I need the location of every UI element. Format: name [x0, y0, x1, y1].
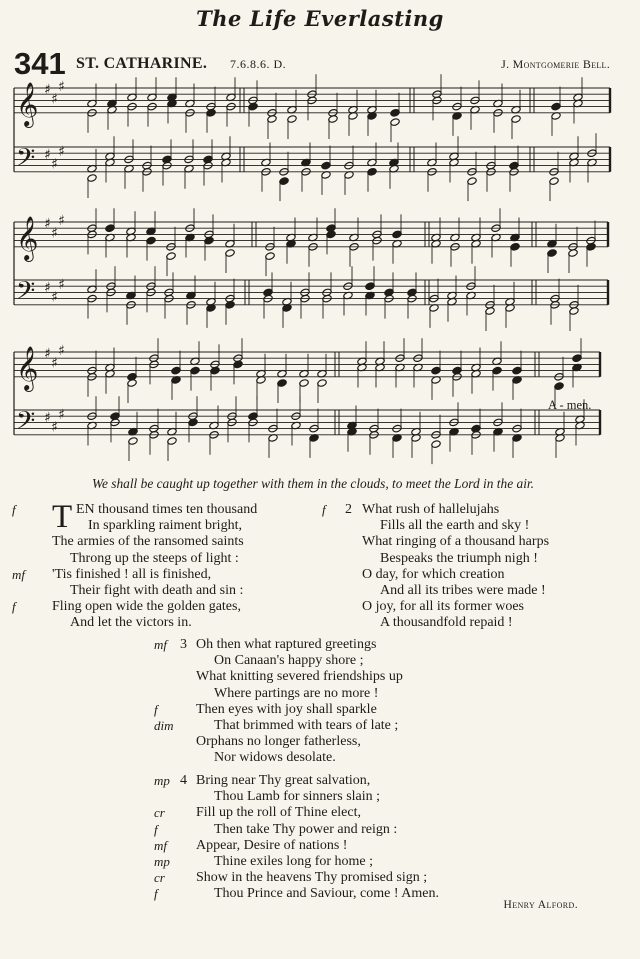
verse-line-text: Nor widows desolate. — [214, 750, 336, 766]
dynamic-mark: f — [154, 701, 158, 717]
verse-line-text: That brimmed with tears of late ; — [214, 717, 399, 733]
sharp-sign: ♯ — [51, 91, 58, 108]
verse-line-text: Their fight with death and sin : — [70, 582, 244, 598]
meter: 7.6.8.6. D. — [230, 57, 287, 71]
sharp-sign: ♯ — [51, 225, 58, 242]
verse-line-text: Show in the heavens Thy promised sign ; — [196, 870, 428, 886]
dynamic-mark: cr — [154, 870, 165, 886]
dynamic-mark: dim — [154, 717, 174, 733]
sharp-sign: ♯ — [58, 212, 65, 229]
verse-line-text: Bring near Thy great salvation, — [196, 773, 371, 788]
verse-line-text: What knitting severed friendships up — [196, 669, 403, 685]
sharp-sign: ♯ — [44, 147, 51, 164]
verse-line-text: Bespeaks the triumph nigh ! — [380, 550, 538, 566]
bass-clef: 𝄢 — [16, 406, 36, 442]
verse-line-text: On Canaan's happy shore ; — [214, 653, 364, 669]
verse-line-text: 'Tis finished ! all is finished, — [52, 566, 212, 582]
sharp-sign: ♯ — [44, 410, 51, 427]
dynamic-mark: mp — [154, 853, 170, 869]
dynamic-mark: f — [12, 599, 16, 615]
verse-line-text: Thou Lamb for sinners slain ; — [214, 789, 381, 805]
sharp-sign: ♯ — [51, 419, 58, 436]
sharp-sign: ♯ — [58, 78, 65, 95]
sharp-sign: ♯ — [58, 342, 65, 359]
amen-label: A - men. — [548, 398, 592, 412]
verse-line-text: Then eyes with joy shall sparkle — [196, 701, 377, 717]
section-title: The Life Everlasting — [196, 6, 444, 31]
verse-line-text: Where partings are no more ! — [214, 685, 379, 701]
music-score — [0, 0, 640, 470]
treble-clef: 𝄞 — [16, 345, 39, 390]
verse-line-text: Thou Prince and Saviour, come ! Amen. — [214, 886, 439, 902]
verse-line-text: And let the victors in. — [70, 615, 192, 631]
verse-line-text: EN thousand times ten thousand — [76, 502, 258, 517]
dynamic-mark: mf — [154, 837, 167, 853]
verse-line-text: A thousandfold repaid ! — [380, 615, 513, 631]
dynamic-mark: f — [154, 821, 158, 837]
verse-line-text: Throng up the steeps of light : — [70, 550, 239, 566]
tune-name: ST. CATHARINE. — [76, 55, 208, 72]
sharp-sign: ♯ — [58, 277, 65, 294]
sharp-sign: ♯ — [51, 156, 58, 173]
verse-line-text: What ringing of a thousand harps — [362, 534, 550, 550]
verse-line-text: O joy, for all its former woes — [362, 599, 524, 615]
scripture-text: We shall be caught up together with them in the clouds, to meet the Lord in the air. — [92, 476, 534, 491]
sharp-sign: ♯ — [44, 346, 51, 362]
dynamic-mark: mp — [154, 773, 170, 788]
author: Henry Alford. — [503, 899, 578, 911]
sharp-sign: ♯ — [51, 355, 58, 372]
verse-number: 4 — [180, 773, 187, 788]
dynamic-mark: f — [322, 502, 326, 517]
sharp-sign: ♯ — [51, 289, 58, 306]
verse-line-text: O day, for which creation — [362, 566, 505, 582]
verse-number: 2 — [345, 502, 352, 517]
sharp-sign: ♯ — [58, 144, 65, 161]
bass-clef: 𝄢 — [16, 276, 36, 312]
verse-number: 3 — [180, 637, 187, 652]
verse-line-text: Then take Thy power and reign : — [214, 821, 398, 837]
drop-cap: T — [52, 499, 73, 535]
verse-line-text: Thine exiles long for home ; — [214, 853, 374, 869]
composer: J. Montgomerie Bell. — [501, 57, 610, 71]
verse-line-text: Oh then what raptured greetings — [196, 637, 377, 652]
verse-line-text: The armies of the ransomed saints — [52, 534, 244, 550]
verse-line-text: Orphans no longer fatherless, — [196, 734, 361, 750]
sharp-sign: ♯ — [44, 280, 51, 297]
verse-line-text: Fling open wide the golden gates, — [52, 599, 241, 615]
dynamic-mark: cr — [154, 805, 165, 821]
verse-line-text: Fill up the roll of Thine elect, — [196, 805, 361, 821]
dynamic-mark: f — [154, 886, 158, 902]
verse-line-text: In sparkling raiment bright, — [88, 518, 242, 534]
sharp-sign: ♯ — [44, 82, 51, 98]
dynamic-mark: mf — [154, 637, 167, 652]
verse-line-text: Appear, Desire of nations ! — [196, 837, 348, 853]
dynamic-mark: f — [12, 502, 16, 517]
dynamic-mark: mf — [12, 566, 25, 582]
treble-clef: 𝄞 — [16, 81, 39, 126]
sharp-sign: ♯ — [44, 216, 51, 232]
sharp-sign: ♯ — [58, 407, 65, 424]
verse-line-text: What rush of hallelujahs — [362, 502, 500, 517]
verse-line-text: And all its tribes were made ! — [380, 582, 546, 598]
hymn-number: 341 — [14, 46, 66, 81]
verse-line-text: Fills all the earth and sky ! — [380, 518, 530, 534]
bass-clef: 𝄢 — [16, 143, 36, 179]
treble-clef: 𝄞 — [16, 215, 39, 260]
